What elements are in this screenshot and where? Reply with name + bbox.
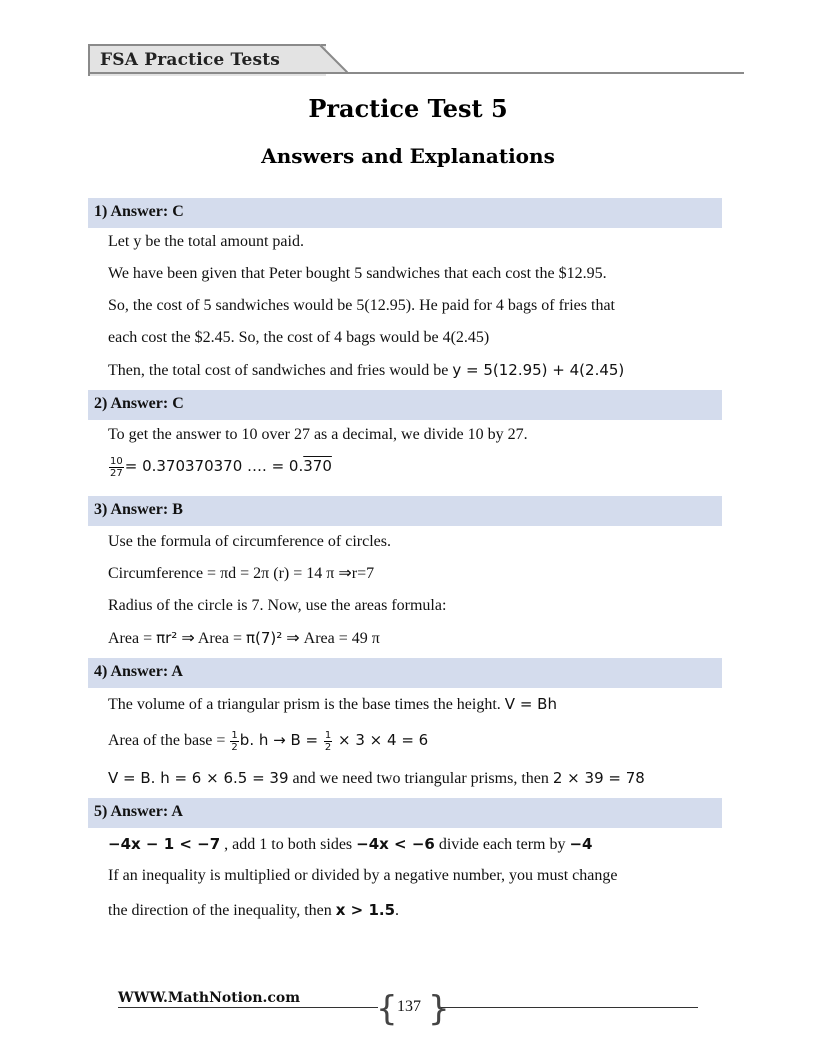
- q5-inequality-2: −4x < −6: [356, 835, 435, 853]
- answer-1-header: [88, 198, 722, 228]
- q1-line-1: Let y be the total amount paid.: [108, 233, 304, 250]
- q2-fraction-num: 10: [110, 456, 123, 467]
- q4-line-1: [108, 694, 557, 715]
- header-rule: [88, 72, 744, 74]
- q4-line-3: [108, 768, 645, 789]
- q2-line-1: To get the answer to 10 over 27 as a decimal, we divide 10 by 27.: [108, 426, 528, 443]
- footer-left-brace: {: [376, 989, 398, 1029]
- q4-line-1-text: The volume of a triangular prism is the base times the height.: [108, 696, 505, 713]
- q4-half-den-1: 2: [231, 742, 238, 753]
- q4-volume-formula: V = Bh: [504, 695, 557, 713]
- q5-line-3-text: the direction of the inequality, then: [108, 902, 336, 919]
- q3-line-4: [108, 628, 380, 649]
- header-tab-label: FSA Practice Tests: [100, 50, 281, 70]
- answer-4-label: 4) Answer: A: [94, 663, 183, 680]
- q5-inequality-1: −4x − 1 < −7: [108, 835, 221, 853]
- q2-line-2: [108, 456, 332, 479]
- q2-decimal: = 0.370370370 …. = 0.: [124, 457, 304, 476]
- q3-area-text-1: Area =: [108, 630, 157, 647]
- q3-line-3: Radius of the circle is 7. Now, use the areas formula:: [108, 597, 447, 614]
- answer-3-label: 3) Answer: B: [94, 501, 183, 518]
- q4-half-den-2: 2: [324, 742, 332, 753]
- q4-volume-calc: V = B. h = 6 × 6.5 = 39: [108, 769, 289, 787]
- q1-line-2: We have been given that Peter bought 5 sandwiches that each cost the $12.95.: [108, 265, 607, 282]
- footer-url: WWW.MathNotion.com: [118, 990, 301, 1006]
- answer-3-header: [88, 496, 722, 526]
- q3-area-result: ⇒ Area = 49 π: [282, 630, 380, 647]
- q5-solution: x > 1.5: [335, 901, 396, 919]
- page-title: Practice Test 5: [308, 94, 508, 123]
- q5-period: .: [395, 902, 400, 919]
- answer-1-label: 1) Answer: C: [94, 203, 184, 220]
- q1-line-5: [108, 360, 624, 381]
- q5-line-3: [108, 900, 399, 921]
- page-number: 137: [397, 998, 421, 1015]
- q2-fraction-den: 27: [110, 468, 123, 479]
- q2-fraction: [109, 456, 124, 479]
- answer-4-header: [88, 658, 722, 688]
- footer-rule-right: [440, 1007, 698, 1008]
- q5-text-1: , add 1 to both sides: [220, 836, 357, 853]
- q1-equation: y = 5(12.95) + 4(2.45): [452, 361, 625, 379]
- q3-area-substitution: π(7)²: [245, 629, 283, 647]
- answer-5-label: 5) Answer: A: [94, 803, 183, 820]
- q4-base-formula: b. h → B =: [239, 731, 323, 750]
- q5-line-1: [108, 834, 593, 855]
- q2-repeating-digits: 370: [303, 457, 332, 476]
- q4-half-fraction-1: [230, 730, 238, 753]
- q4-line-3-text: and we need two triangular prisms, then: [288, 770, 553, 787]
- page-subtitle: Answers and Explanations: [261, 144, 555, 168]
- q1-line-5-text: Then, the total cost of sandwiches and fries would be: [108, 362, 453, 379]
- q5-text-2: divide each term by: [434, 836, 570, 853]
- q3-line-1: Use the formula of circumference of circles.: [108, 533, 391, 550]
- q4-total-volume: 2 × 39 = 78: [552, 769, 645, 787]
- q1-line-4: each cost the $2.45. So, the cost of 4 bags would be 4(2.45): [108, 329, 490, 346]
- answer-5-header: [88, 798, 722, 828]
- footer-right-brace: }: [428, 989, 450, 1029]
- q4-line-2: [108, 730, 428, 753]
- q5-line-2: If an inequality is multiplied or divided by a negative number, you must change: [108, 867, 618, 884]
- q3-area-text-2: ⇒ Area =: [177, 630, 246, 647]
- header-slant-decoration: [308, 44, 348, 74]
- q3-area-formula: πr²: [156, 629, 178, 647]
- q5-divisor: −4: [569, 835, 593, 853]
- answer-2-header: [88, 390, 722, 420]
- q4-half-num-1: 1: [231, 730, 238, 741]
- q1-line-3: So, the cost of 5 sandwiches would be 5(12.95). He paid for 4 bags of fries that: [108, 297, 615, 314]
- q4-base-result: × 3 × 4 = 6: [333, 731, 429, 750]
- footer-rule-left: [118, 1007, 378, 1008]
- q4-line-2-text: Area of the base =: [108, 732, 230, 750]
- answer-2-label: 2) Answer: C: [94, 395, 184, 412]
- q4-half-num-2: 1: [324, 730, 332, 741]
- q3-line-2: Circumference = πd = 2π (r) = 14 π ⇒r=7: [108, 565, 375, 582]
- q4-half-fraction-2: [324, 730, 332, 753]
